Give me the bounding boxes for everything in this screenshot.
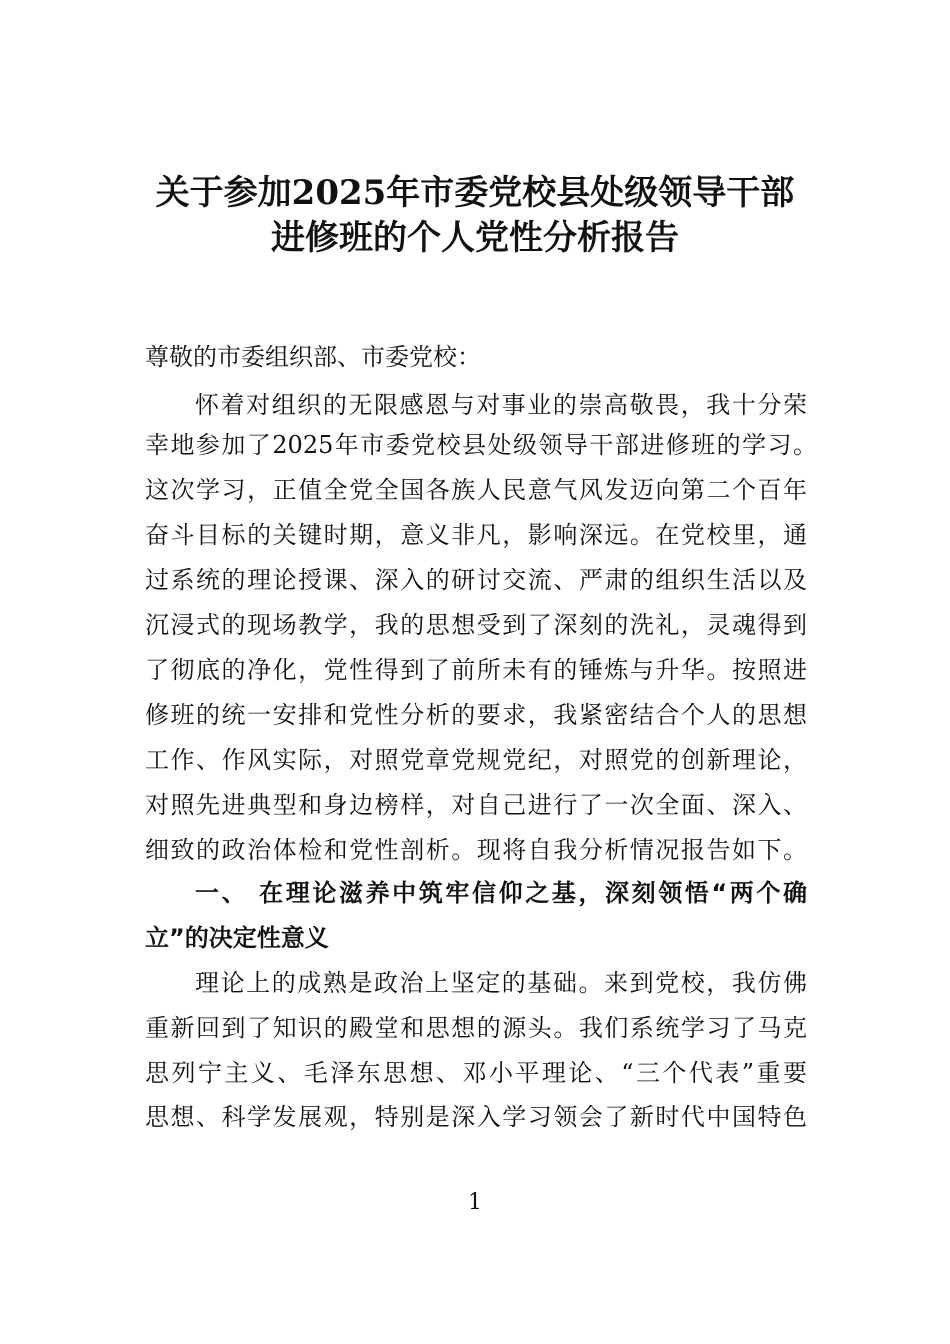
- text-line: 工作、作风实际，对照党章党规党纪，对照党的创新理论，: [145, 746, 807, 774]
- heading-line: 一、 在理论滋养中筑牢信仰之基，深刻领悟“两个确: [195, 879, 807, 907]
- heading-line: 立”的决定性意义: [145, 924, 329, 952]
- text-line: 思列宁主义、毛泽东思想、邓小平理论、“三个代表”重要: [145, 1059, 807, 1087]
- document-title-line-2: 进修班的个人党性分析报告: [271, 218, 679, 258]
- salutation: 尊敬的市委组织部、市委党校：: [145, 343, 481, 371]
- text-line: 修班的统一安排和党性分析的要求，我紧密结合个人的思想: [145, 701, 807, 729]
- text-line: 沉浸式的现场教学，我的思想受到了深刻的洗礼，灵魂得到: [145, 611, 807, 639]
- text-line: 怀着对组织的无限感恩与对事业的崇高敬畏，我十分荣: [195, 391, 807, 419]
- text-line: 思想、科学发展观，特别是深入学习领会了新时代中国特色: [145, 1103, 807, 1131]
- document-title-line-1: 关于参加2025年市委党校县处级领导干部: [155, 173, 795, 213]
- text-line: 幸地参加了2025年市委党校县处级领导干部进修班的学习。: [145, 431, 817, 459]
- text-line: 对照先进典型和身边榜样，对自己进行了一次全面、深入、: [145, 791, 807, 819]
- text-line: 奋斗目标的关键时期，意义非凡，影响深远。在党校里，通: [145, 521, 807, 549]
- text-line: 过系统的理论授课、深入的研讨交流、严肃的组织生活以及: [145, 566, 807, 594]
- text-line: 重新回到了知识的殿堂和思想的源头。我们系统学习了马克: [145, 1014, 807, 1042]
- text-line: 这次学习，正值全党全国各族人民意气风发迈向第二个百年: [145, 476, 807, 504]
- text-line: 细致的政治体检和党性剖析。现将自我分析情况报告如下。: [145, 836, 807, 864]
- text-line: 理论上的成熟是政治上坚定的基础。来到党校，我仿佛: [195, 969, 807, 997]
- text-line: 了彻底的净化，党性得到了前所未有的锤炼与升华。按照进: [145, 656, 807, 684]
- page-number: 1: [468, 1190, 482, 1215]
